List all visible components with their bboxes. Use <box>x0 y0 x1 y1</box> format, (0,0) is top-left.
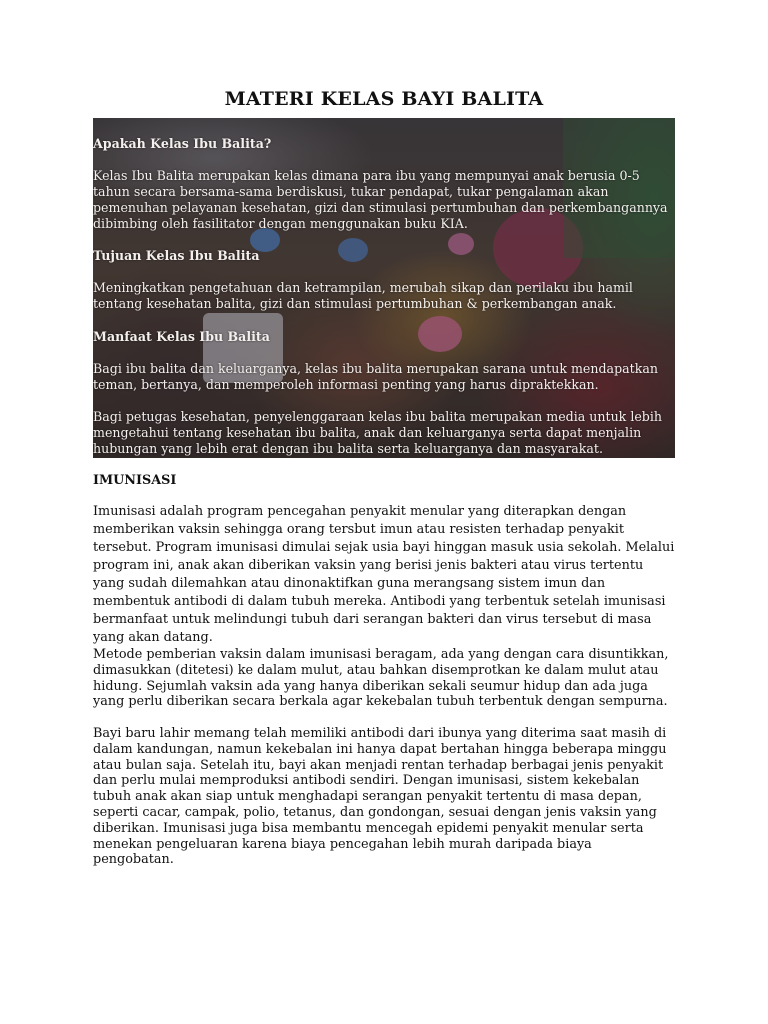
section-paragraph-manfaat-2: Bagi petugas kesehatan, penyelenggaraan kelas ibu balita merupakan media untuk lebih mengetahui tentang kesehatan ibu balita, anak dan keluarganya serta dapat menjalin hubungan yang lebih erat dengan ibu balita serta keluarganya dan masyarakat. <box>93 409 662 456</box>
section-heading-manfaat: Manfaat Kelas Ibu Balita <box>93 329 270 344</box>
section-paragraph-tujuan: Meningkatkan pengetahuan dan ketrampilan, merubah sikap dan perilaku ibu hamil tentang kesehatan balita, gizi dan stimulasi pertumbuhan & perkembangan anak. <box>93 280 633 311</box>
imunisasi-paragraph-1: Imunisasi adalah program pencegahan penyakit menular yang diterapkan dengan memberikan vaksin sehingga orang tersbut imun atau resisten terhadap penyakit tersebut. Program imunisasi dimulai sejak usia bayi hinggan masuk usia sekolah. Melalui program ini, anak akan diberikan vaksin yang berisi jenis bakteri atau virus tertentu yang sudah dilemahkan atau dinonaktifkan guna merangsang sistem imun dan membentuk antibodi di dalam tubuh mereka. Antibodi yang terbentuk setelah imunisasi bermanfaat untuk melindungi tubuh dari serangan bakteri dan virus tersebut di masa yang akan datang. <box>93 504 675 645</box>
imunisasi-paragraph-3: Bayi baru lahir memang telah memiliki antibodi dari ibunya yang diterima saat masih di dalam kandungan, namun kekebalan ini hanya dapat bertahan hingga beberapa minggu atau bulan saja. Setelah itu, bayi akan menjadi rentan terhadap berbagai jenis penyakit dan perlu mulai memproduksi antibodi sendiri. Dengan imunisasi, sistem kekebalan tubuh anak akan siap untuk menghadapi serangan penyakit tertentu di masa depan, seperti cacar, campak, polio, tetanus, dan gondongan, sesuai dengan jenis vaksin yang diberikan. Imunisasi juga bisa membantu mencegah epidemi penyakit menular serta menekan pengeluaran karena biaya pencegahan lebih murah daripada biaya pengobatan. <box>93 726 667 868</box>
imunisasi-heading: IMUNISASI <box>93 473 177 488</box>
section-heading-apakah: Apakah Kelas Ibu Balita? <box>93 136 272 151</box>
imunisasi-paragraph-2: Metode pemberian vaksin dalam imunisasi beragam, ada yang dengan cara disuntikkan, dimasukkan (ditetesi) ke dalam mulut, atau bahkan disemprotkan ke dalam mulut atau hidung. Sejumlah vaksin ada yang hanya diberikan sekali seumur hidup dan ada juga yang perlu diberikan secara berkala agar kekebalan tubuh terbentuk dengan sempurna. <box>93 647 669 710</box>
page-title: MATERI KELAS BAYI BALITA <box>224 88 544 110</box>
section-paragraph-manfaat-1: Bagi ibu balita dan keluarganya, kelas ibu balita merupakan sarana untuk mendapatkan teman, bertanya, dan memperoleh informasi penting yang harus dipraktekkan. <box>93 361 658 392</box>
section-paragraph-apakah: Kelas Ibu Balita merupakan kelas dimana para ibu yang mempunyai anak berusia 0-5 tahun secara bersama-sama berdiskusi, tukar pendapat, tukar pengalaman akan pemenuhan pelayanan kesehatan, gizi dan stimulasi pertumbuhan dan perkembangannya dibimbing oleh fasilitator dengan menggunakan buku KIA. <box>93 168 668 231</box>
section-heading-tujuan: Tujuan Kelas Ibu Balita <box>93 248 260 263</box>
background-photo-panel <box>93 118 675 458</box>
